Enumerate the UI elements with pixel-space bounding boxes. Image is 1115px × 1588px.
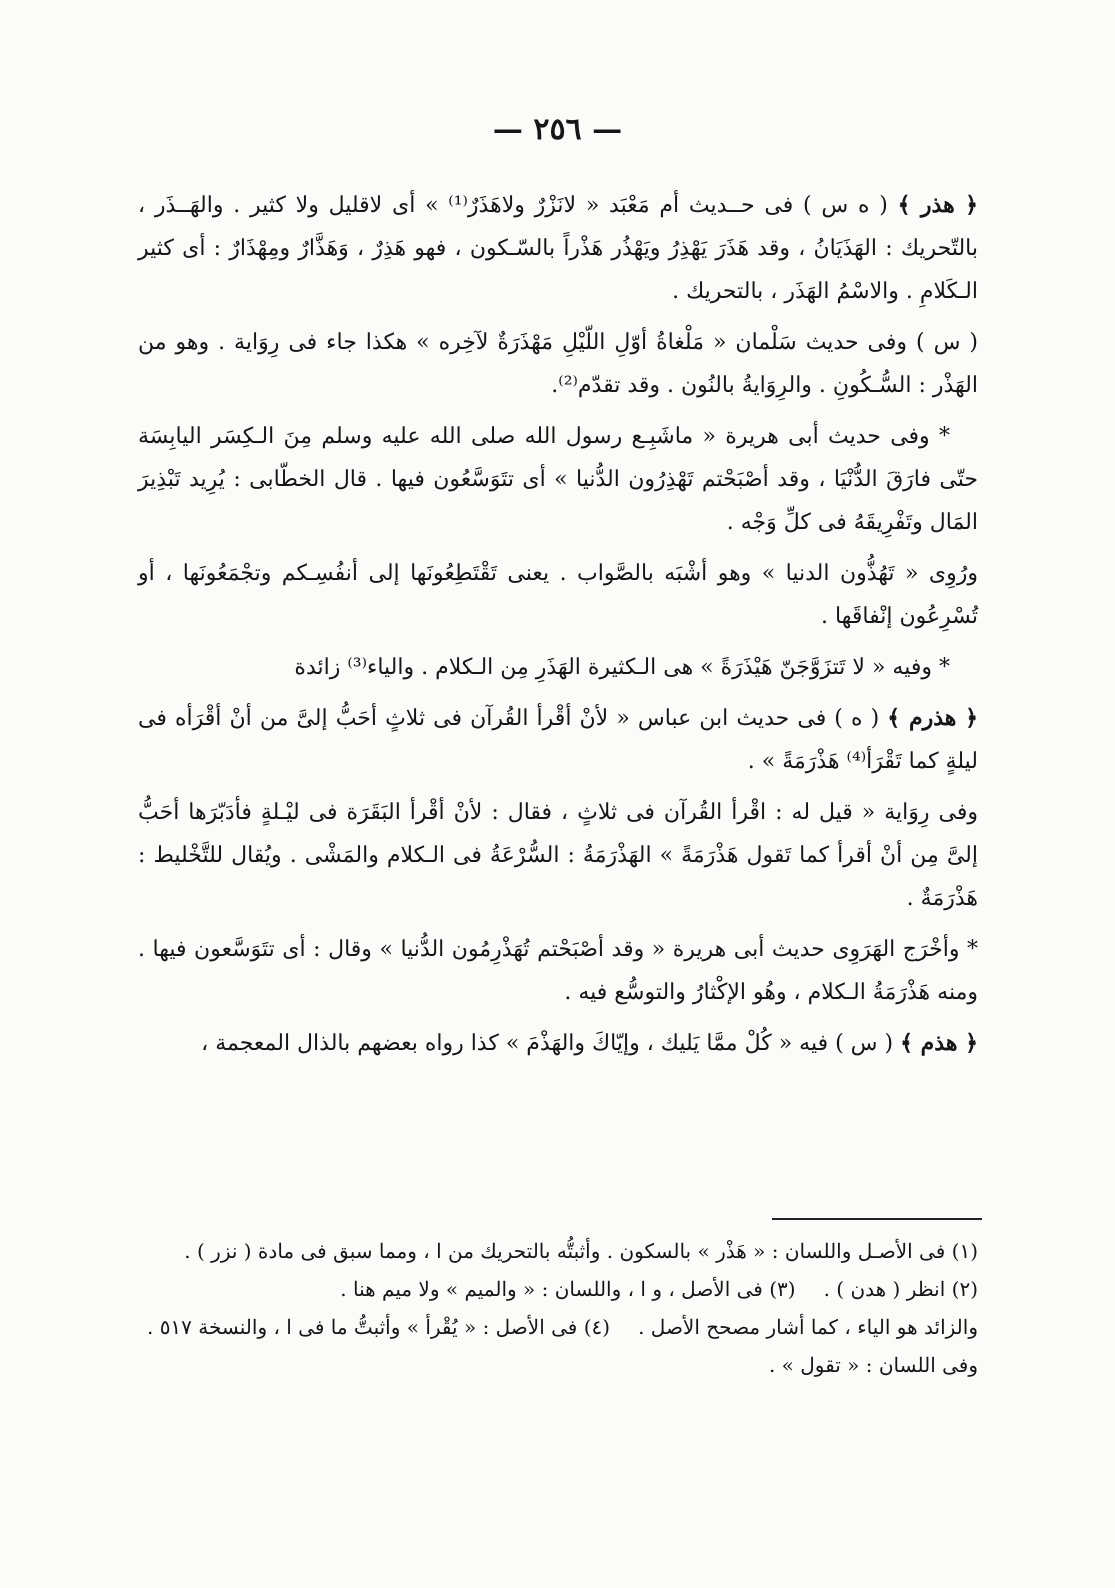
page-number: — ٢٥٦ — bbox=[492, 112, 623, 147]
paragraph: * وفيه « لا تَتزَوَّجَنّ هَيْذَرَةً » هى الـكثيرة الهَذَرِ مِن الـكلام . والياء⁽³⁾ زائدة bbox=[294, 655, 950, 680]
footnote-line bbox=[138, 1270, 978, 1308]
footnote-line bbox=[138, 1308, 978, 1384]
paragraph: * وأخْرَج الهَرَوِى حديث أبى هريرة « وقد أصْبَحْتم تُهَذْرِمُون الدُّنيا » وقال : أى تتَوَسَّعون فيها . ومنه هَذْرَمَةُ الـكلام ، وهُو الإكْثارُ والتوسُّع فيه . bbox=[138, 937, 978, 1005]
entry-text: ( ه ) فى حديث ابن عباس « لأنْ أقْرأ القُرآن فى ثلاثٍ أحَبُّ إلىَّ من أنْ أقْرَأه فى ليلةٍ كما تَقْرَأ⁽⁴⁾ هَذْرَمَةً » . bbox=[138, 706, 978, 774]
footnotes bbox=[138, 1232, 978, 1384]
entry-hadhram bbox=[138, 697, 978, 783]
footnote-part: (٢) انظر ( هدن ) . bbox=[823, 1277, 978, 1301]
entry-text: ( ه س ) فى حــديث أم مَعْبَد « لانَزْرٌ ولاهَذَرٌ⁽¹⁾ » أى لاقليل ولا كثير . والهَــذَر ، بالتّحريك : الهَذَيَانُ ، وقد هَذَرَ يَهْذِرُ ويَهْذُر هَذْراً بالسّـكون ، فهو هَذِرٌ ، وَهَذَّارٌ ومِهْذَارٌ : أى كثير الـكَلامِ . والاسْمُ الهَذَر ، بالتحريك . bbox=[138, 193, 978, 304]
footnote-line: (١) فى الأصـل واللسان : « هَذْر » بالسكون . وأثبتُّه بالتحريك من ا ، ومما سبق فى مادة ( نزر ) . bbox=[184, 1239, 978, 1263]
entry-hadhm bbox=[138, 1022, 978, 1065]
footnote-part: (٣) فى الأصل ، و ا ، واللسان : « والميم » ولا ميم هنا . bbox=[340, 1277, 796, 1301]
headword: ﴿ هذرم ﴾ bbox=[887, 705, 978, 731]
footnote-part: والزائد هو الياء ، كما أشار مصحح الأصل . bbox=[638, 1315, 978, 1339]
main-text bbox=[138, 184, 978, 1065]
headword: ﴿ هذر ﴾ bbox=[897, 192, 978, 218]
footnote-part: (٤) فى الأصل : « يُقْرأ » وأثبتُّ ما فى ا ، والنسخة ٥١٧ . وفى اللسان : « تقول » . bbox=[146, 1315, 978, 1377]
paragraph: ورُوِى « تَهُذُّون الدنيا » وهو أشْبَه بالصَّواب . يعنى تَقْتَطِعُونَها إلى أنفُسِـكم وتجْمَعُونَها ، أو تُسْرِعُون إنْفاقَها . bbox=[138, 561, 978, 629]
footnote-divider bbox=[772, 1218, 982, 1220]
paragraph: وفى رِوَاية « قيل له : اقْرأ القُرآن فى ثلاثٍ ، فقال : لأنْ أقْرأ البَقَرَة فى ليْـلةٍ فأدَبّرَها أحَبُّ إلىَّ مِن أنْ أقرأ كما تَقول هَذْرَمَةً » الهَذْرَمَةُ : السُّرْعَةُ فى الـكلام والمَشْى . ويُقال للتَّخْليط : هَذْرَمَةٌ . bbox=[138, 800, 978, 911]
paragraph: ( س ) وفى حديث سَلْمان « مَلْغاةُ أوّلِ اللّيْلِ مَهْذَرَةٌ لآخِره » هكذا جاء فى رِوَاية . وهو من الهَذْر : السُّـكُونِ . والرِوَايةُ بالنُون . وقد تقدّم⁽²⁾. bbox=[138, 330, 978, 398]
paragraph: * وفى حديث أبى هريرة « ماشَبِـع رسول الله صلى الله عليه وسلم مِنَ الـكِسَر اليابِسَة حتّى فارَقَ الدُّنْيَا ، وقد أصْبَحْتم تَهْذِرُون الدُّنيا » أى تتَوَسَّعُون فيها . قال الخطّابى : يُرِيد تَبْذِيرَ المَال وتَفْرِيقَهُ فى كلِّ وَجْه . bbox=[138, 424, 978, 535]
headword: ﴿ هذم ﴾ bbox=[900, 1030, 978, 1056]
entry-text: ( س ) فيه « كُلْ ممَّا يَليك ، وإيّاكَ والهَذْمَ » كذا رواه بعضهم بالذال المعجمة ، bbox=[201, 1031, 894, 1056]
entry-hadhar bbox=[138, 184, 978, 313]
